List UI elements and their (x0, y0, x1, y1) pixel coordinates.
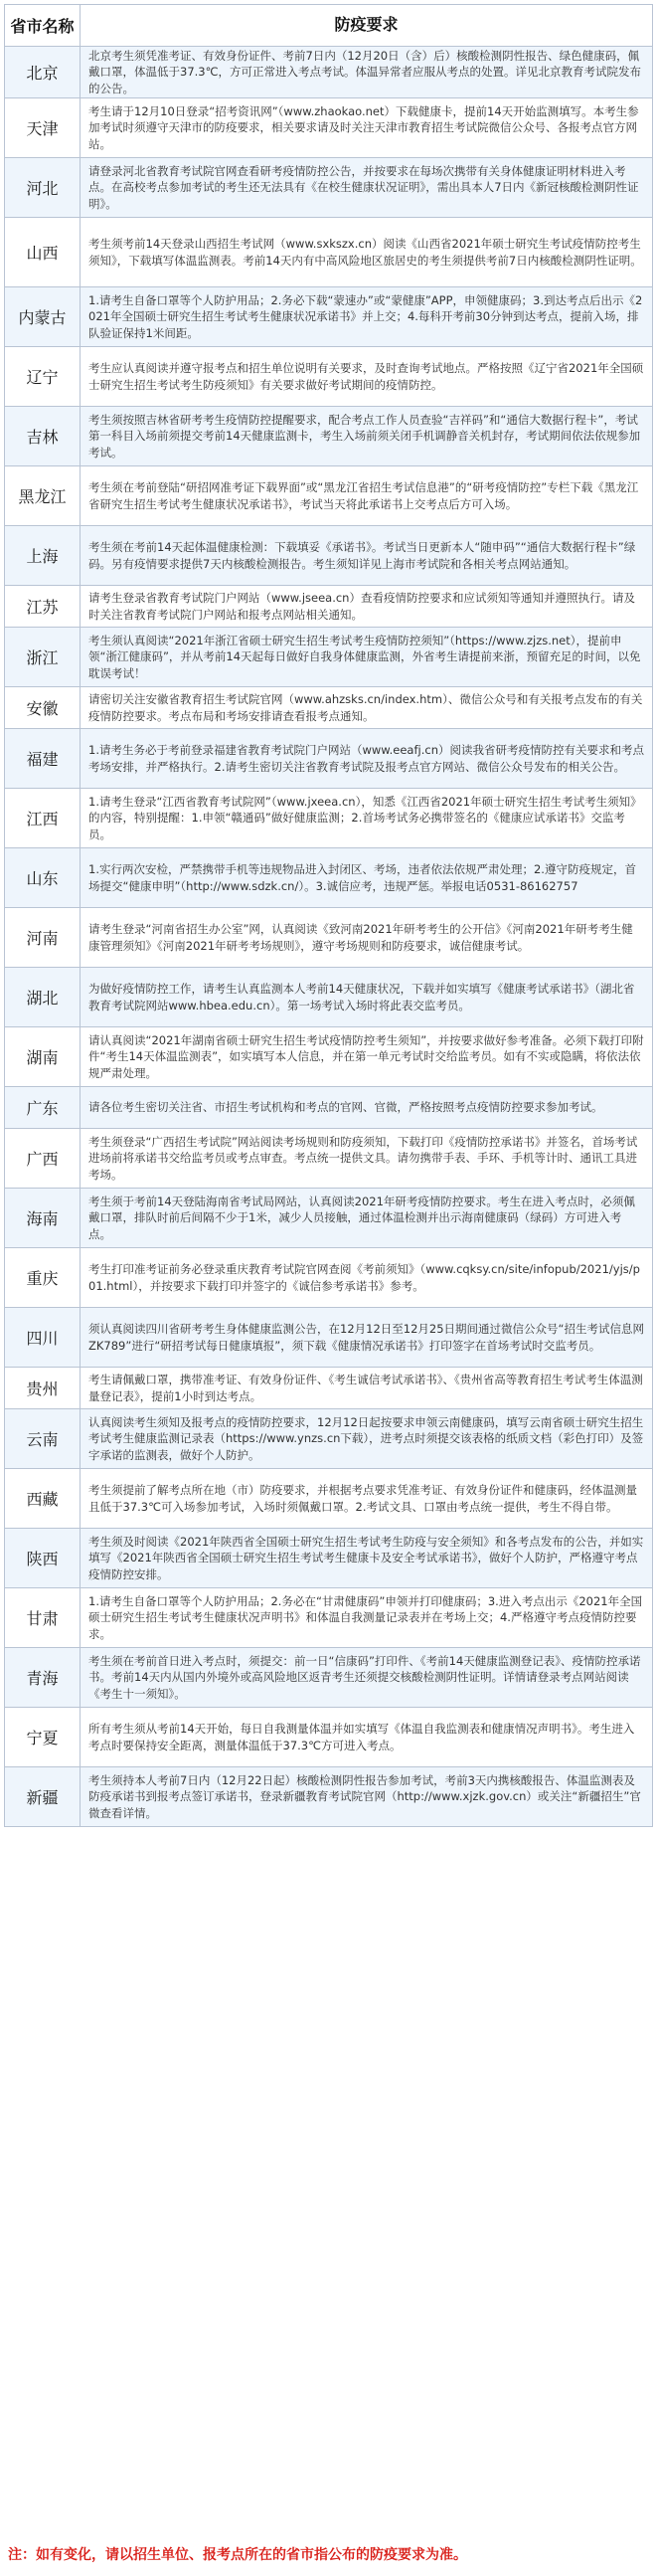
table-row (5, 1529, 653, 1588)
requirement-cell (81, 1767, 653, 1827)
table-row (5, 1368, 653, 1409)
table-row (5, 1087, 653, 1129)
requirement-cell (81, 789, 653, 848)
province-cell: 甘肃 (5, 1588, 81, 1648)
province-cell: 山东 (5, 848, 81, 908)
table-header (5, 5, 653, 47)
requirement-cell (81, 1409, 653, 1469)
requirement-text: 1.请考生登录“江西省教育考试院网”（www.jxeea.cn），知悉《江西省2021年硕士研究生招生考试考生须知》的内容，特别提醒：1.申领“赣通码”做好健康监测；2.首场考试务必携带签名的《健康应试承诺书》交监考员。 (88, 794, 642, 841)
table-row (5, 1189, 653, 1248)
requirement-cell (81, 1588, 653, 1648)
table-row (5, 526, 653, 586)
province-cell: 黑龙江 (5, 466, 81, 526)
table-body (5, 47, 653, 1827)
table-row (5, 1767, 653, 1827)
province-cell: 内蒙古 (5, 287, 81, 347)
requirement-text: 考生须按照吉林省研考考生疫情防控提醒要求，配合考点工作人员查验“吉祥码”和“通信大数据行程卡”，考试第一科目入场前须提交考前14天健康监测卡，考生入场前须关闭手机调静音关机封存，考试期间依法依规参加考试。 (88, 412, 641, 460)
province-cell: 重庆 (5, 1248, 81, 1308)
table-row (5, 729, 653, 789)
header-requirement: 防疫要求 (81, 5, 653, 47)
table-row (5, 968, 653, 1027)
requirement-text: 考生请于12月10日登录“招考资讯网”（www.zhaokao.net）下载健康卡，提前14天开始监测填写。本考生参加考试时须遵守天津市的防疫要求，相关要求请及时关注天津市教育招生考试院微信公众号、各报考点官方网站。 (88, 103, 639, 151)
requirement-text: 考生须登录“广西招生考试院”网站阅读考场规则和防疫须知，下载打印《疫情防控承诺书》并签名，首场考试进场前将承诺书交给监考员或考点审查。考点统一提供文具。请勿携带手表、手环、手机等计时、通讯工具进考场。 (88, 1134, 638, 1182)
requirement-text: 考生须考前14天登录山西招生考试网（www.sxkszx.cn）阅读《山西省2021年硕士研究生考试疫情防控考生须知》，下载填写体温监测表。考前14天内有中高风险地区旅居史的考生须提供考前7日内核酸检测阴性证明。 (88, 237, 642, 268)
requirement-text: 认真阅读考生须知及报考点的疫情防控要求，12月12日起按要求申领云南健康码，填写云南省硕士研究生招生考试考生健康监测记录表（https://www.ynzs.cn下载），进考点时须提交该表格的纸质文档（彩色打印）及签字承诺的监测表，做好个人防护。 (88, 1414, 644, 1462)
province-cell: 江西 (5, 789, 81, 848)
footnote: 注：如有变化，请以招生单位、报考点所在的省市指公布的防疫要求为准。 (8, 2547, 467, 2563)
requirement-cell (81, 1189, 653, 1248)
requirement-text: 1.请考生自备口罩等个人防护用品；2.务必在“甘肃健康码”申领并打印健康码；3.进入考点出示《2021年全国硕士研究生招生考试考生健康状况声明书》和体温自我测量记录表并在考场上交；4.严格遵守考点疫情防控要求。 (88, 1593, 643, 1641)
requirement-cell (81, 1368, 653, 1409)
table-row (5, 466, 653, 526)
requirement-text: 请密切关注安徽省教育招生考试院官网（www.ahzsks.cn/index.htm）、微信公众号和有关报考点发布的有关疫情防控要求。考点布局和考场安排请查看报考点通知。 (88, 692, 643, 723)
requirement-cell (81, 47, 653, 98)
requirement-text: 考生须提前了解考点所在地（市）防疫要求，并根据考点要求凭准考证、有效身份证件和健康码，经体温测量且低于37.3℃可入场参加考试，入场时须佩戴口罩。2.考试文具、口罩由考点统一提供，考生不得自带。 (88, 1483, 637, 1514)
requirement-text: 考生请佩戴口罩，携带准考证、有效身份证件、《考生诚信考试承诺书》、《贵州省高等教育招生考试考生体温测量登记表》，提前1小时到达考点。 (88, 1373, 643, 1403)
province-cell: 山西 (5, 218, 81, 287)
table-row (5, 1129, 653, 1189)
requirement-cell (81, 158, 653, 218)
table-row (5, 287, 653, 347)
province-cell: 广西 (5, 1129, 81, 1189)
table-row (5, 628, 653, 687)
requirement-text: 为做好疫情防控工作，请考生认真监测本人考前14天健康状况，下载并如实填写《健康考试承诺书》（湖北省教育考试院网站www.hbea.edu.cn）。第一场考试入场时将此表交监考员。 (88, 982, 635, 1012)
province-cell: 安徽 (5, 687, 81, 729)
requirement-cell (81, 1648, 653, 1708)
requirement-cell (81, 1248, 653, 1308)
requirement-text: 考生须在考前首日进入考点时，须提交：前一日“信康码”打印件、《考前14天健康监测登记表》、疫情防控承诺书。考前14天内从国内外境外或高风险地区返青考生还须提交核酸检测阴性证明。详情请登录考点网站阅读《考生十一须知》。 (88, 1653, 641, 1701)
requirement-text: 所有考生须从考前14天开始，每日自我测量体温并如实填写《体温自我监测表和健康情况声明书》。考生进入考点时要保持安全距离，测量体温低于37.3℃方可进入考点。 (88, 1722, 635, 1752)
province-cell: 天津 (5, 98, 81, 158)
province-cell: 湖南 (5, 1027, 81, 1087)
requirement-cell (81, 1708, 653, 1767)
province-cell: 浙江 (5, 628, 81, 687)
requirement-text: 考生须认真阅读“2021年浙江省硕士研究生招生考试考生疫情防控须知”（https://www.zjzs.net），提前申领“浙江健康码”，并从考前14天起每日做好自我身体健康监测，外省考生请提前来浙，预留充足的时间，以免耽误考试！ (88, 633, 641, 680)
province-cell: 西藏 (5, 1469, 81, 1529)
table-row (5, 1588, 653, 1648)
requirement-text: 1.实行两次安检，严禁携带手机等违规物品进入封闭区、考场，违者依法依规严肃处理；2.遵守防疫规定，首场提交“健康申明”（http://www.sdzk.cn/）。3.诚信应考，违规严惩。举报电话0531-86162757 (88, 862, 636, 893)
requirement-text: 考生须于考前14天登陆海南省考试局网站，认真阅读2021年研考疫情防控要求。考生在进入考点时，必须佩戴口罩，排队时前后间隔不少于1米，减少人员接触，通过体温检测并出示海南健康码（绿码）方可进入考点。 (88, 1194, 635, 1241)
province-cell: 四川 (5, 1308, 81, 1368)
table-row (5, 347, 653, 407)
table-row (5, 789, 653, 848)
requirement-cell (81, 1469, 653, 1529)
province-cell: 福建 (5, 729, 81, 789)
province-cell: 江苏 (5, 586, 81, 628)
requirement-cell (81, 218, 653, 287)
province-cell: 辽宁 (5, 347, 81, 407)
requirement-cell (81, 1087, 653, 1129)
requirement-text: 须认真阅读四川省研考考生身体健康监测公告，在12月12日至12月25日期间通过微信公众号“招生考试信息网ZK789”进行“研招考试每日健康填报”，须下载《健康情况承诺书》打印签字在首场考试时交监考员。 (88, 1322, 644, 1353)
requirement-cell (81, 968, 653, 1027)
province-cell: 湖北 (5, 968, 81, 1027)
table-row (5, 1648, 653, 1708)
requirement-text: 北京考生须凭准考证、有效身份证件、考前7日内（12月20日（含）后）核酸检测阴性报告、绿色健康码，佩戴口罩，体温低于37.3℃，方可正常进入考点考试。体温异常者应服从考点的处置。详见北京教育考试院发布的公告。 (88, 48, 642, 95)
table-row (5, 1409, 653, 1469)
province-cell: 吉林 (5, 407, 81, 466)
requirement-text: 请认真阅读“2021年湖南省硕士研究生招生考试疫情防控考生须知”，并按要求做好参考准备。必须下载打印附件“考生14天体温监测表”，如实填写本人信息，并在第一单元考试时交给监考员。如有不实或隐瞒，将依法依规严肃处理。 (88, 1032, 644, 1080)
table-row (5, 1708, 653, 1767)
requirement-cell (81, 848, 653, 908)
province-cell: 海南 (5, 1189, 81, 1248)
requirement-cell (81, 466, 653, 526)
requirement-cell (81, 98, 653, 158)
province-cell: 上海 (5, 526, 81, 586)
table-row (5, 407, 653, 466)
requirement-cell (81, 287, 653, 347)
requirement-cell (81, 407, 653, 466)
table-row (5, 1469, 653, 1529)
province-cell: 陕西 (5, 1529, 81, 1588)
requirement-cell (81, 526, 653, 586)
requirement-cell (81, 586, 653, 628)
requirement-text: 1.请考生自备口罩等个人防护用品；2.务必下载“蒙速办”或“蒙健康”APP，申领健康码；3.到达考点后出示《2021年全国硕士研究生招生考试考生健康状况承诺书》并上交；4.每科开考前30分钟到达考点，提前入场，排队验证保持1米间距。 (88, 292, 643, 340)
requirement-text: 请各位考生密切关注省、市招生考试机构和考点的官网、官微，严格按照考点疫情防控要求参加考试。 (88, 1100, 603, 1115)
requirement-cell (81, 1027, 653, 1087)
requirement-cell (81, 687, 653, 729)
province-cell: 河南 (5, 908, 81, 968)
requirement-cell (81, 908, 653, 968)
table-row (5, 158, 653, 218)
header-province: 省市名称 (5, 5, 81, 47)
province-cell: 青海 (5, 1648, 81, 1708)
requirement-text: 考生须及时阅读《2021年陕西省全国硕士研究生招生考试考生防疫与安全须知》和各考点发布的公告，并如实填写《2021年陕西省全国硕士研究生招生考试考生健康卡及安全考试承诺书》，做好个人防护，严格遵守考点疫情防控安排。 (88, 1534, 644, 1581)
requirement-cell (81, 628, 653, 687)
requirements-table (4, 4, 653, 1827)
table-row (5, 98, 653, 158)
table-row (5, 848, 653, 908)
table-row (5, 1027, 653, 1087)
requirement-cell (81, 1129, 653, 1189)
requirement-text: 考生须在考前14天起体温健康检测：下载填妥《承诺书》。考试当日更新本人“随申码”“通信大数据行程卡”绿码。另有疫情要求提供7天内核酸检测报告。考生须知详见上海市考试院和各相关考点网站通知。 (88, 540, 636, 571)
province-cell: 北京 (5, 47, 81, 98)
table-row (5, 1248, 653, 1308)
requirement-text: 考生应认真阅读并遵守报考点和招生单位说明有关要求，及时查询考试地点。严格按照《辽宁省2021年全国硕士研究生招生考试考生防疫须知》有关要求做好考试期间的疫情防控。 (88, 361, 644, 392)
province-cell: 河北 (5, 158, 81, 218)
requirement-text: 考生须持本人考前7日内（12月22日起）核酸检测阴性报告参加考试，考前3天内携核酸报告、体温监测表及防疫承诺书到报考点签订承诺书，登录新疆教育考试院官网（http://www.xjzk.gov.cn）或关注“新疆招生”官微查看详情。 (88, 1772, 641, 1820)
requirement-cell (81, 729, 653, 789)
table-row (5, 1308, 653, 1368)
requirement-text: 请考生登录省教育考试院门户网站（www.jseea.cn）查看疫情防控要求和应试须知等通知并遵照执行。请及时关注省教育考试院门户网站和报考点网站相关通知。 (88, 591, 635, 622)
requirement-cell (81, 1308, 653, 1368)
table-row (5, 687, 653, 729)
requirement-text: 考生须在考前登陆“研招网准考证下载界面”或“黑龙江省招生考试信息港”的“研考疫情防控”专栏下载《黑龙江省研究生招生考试考生健康状况承诺书》，考试当天将此承诺书上交考点后方可入场。 (88, 480, 639, 511)
province-cell: 新疆 (5, 1767, 81, 1827)
requirement-text: 1.请考生务必于考前登录福建省教育考试院门户网站（www.eeafj.cn）阅读我省研考疫情防控有关要求和考点考场安排，并严格执行。2.请考生密切关注省教育考试院及报考点官方网站、微信公众号发布的相关公告。 (88, 743, 644, 774)
province-cell: 广东 (5, 1087, 81, 1129)
table-row (5, 47, 653, 98)
table-row (5, 908, 653, 968)
table-row (5, 586, 653, 628)
requirement-text: 请考生登录“河南省招生办公室”网，认真阅读《致河南2021年研考考生的公开信》《河南2021年研考考生健康管理须知》《河南2021年研考考场规则》，遵守考场规则和防疫要求，诚信健康考试。 (88, 922, 633, 953)
table-row (5, 218, 653, 287)
province-cell: 宁夏 (5, 1708, 81, 1767)
province-cell: 贵州 (5, 1368, 81, 1409)
requirement-cell (81, 1529, 653, 1588)
requirement-cell (81, 347, 653, 407)
province-cell: 云南 (5, 1409, 81, 1469)
requirement-text: 请登录河北省教育考试院官网查看研考疫情防控公告，并按要求在每场次携带有关身体健康证明材料进入考点。在高校考点参加考试的考生还无法具有《在校生健康状况证明》，需出具本人7日内《新冠核酸检测阴性证明》。 (88, 163, 639, 211)
requirement-text: 考生打印准考证前务必登录重庆教育考试院官网查阅《考前须知》（www.cqksy.cn/site/infopub/2021/yjs/p01.html），并按要求下载打印并签字的《诚信参考承诺书》参考。 (88, 1262, 640, 1293)
